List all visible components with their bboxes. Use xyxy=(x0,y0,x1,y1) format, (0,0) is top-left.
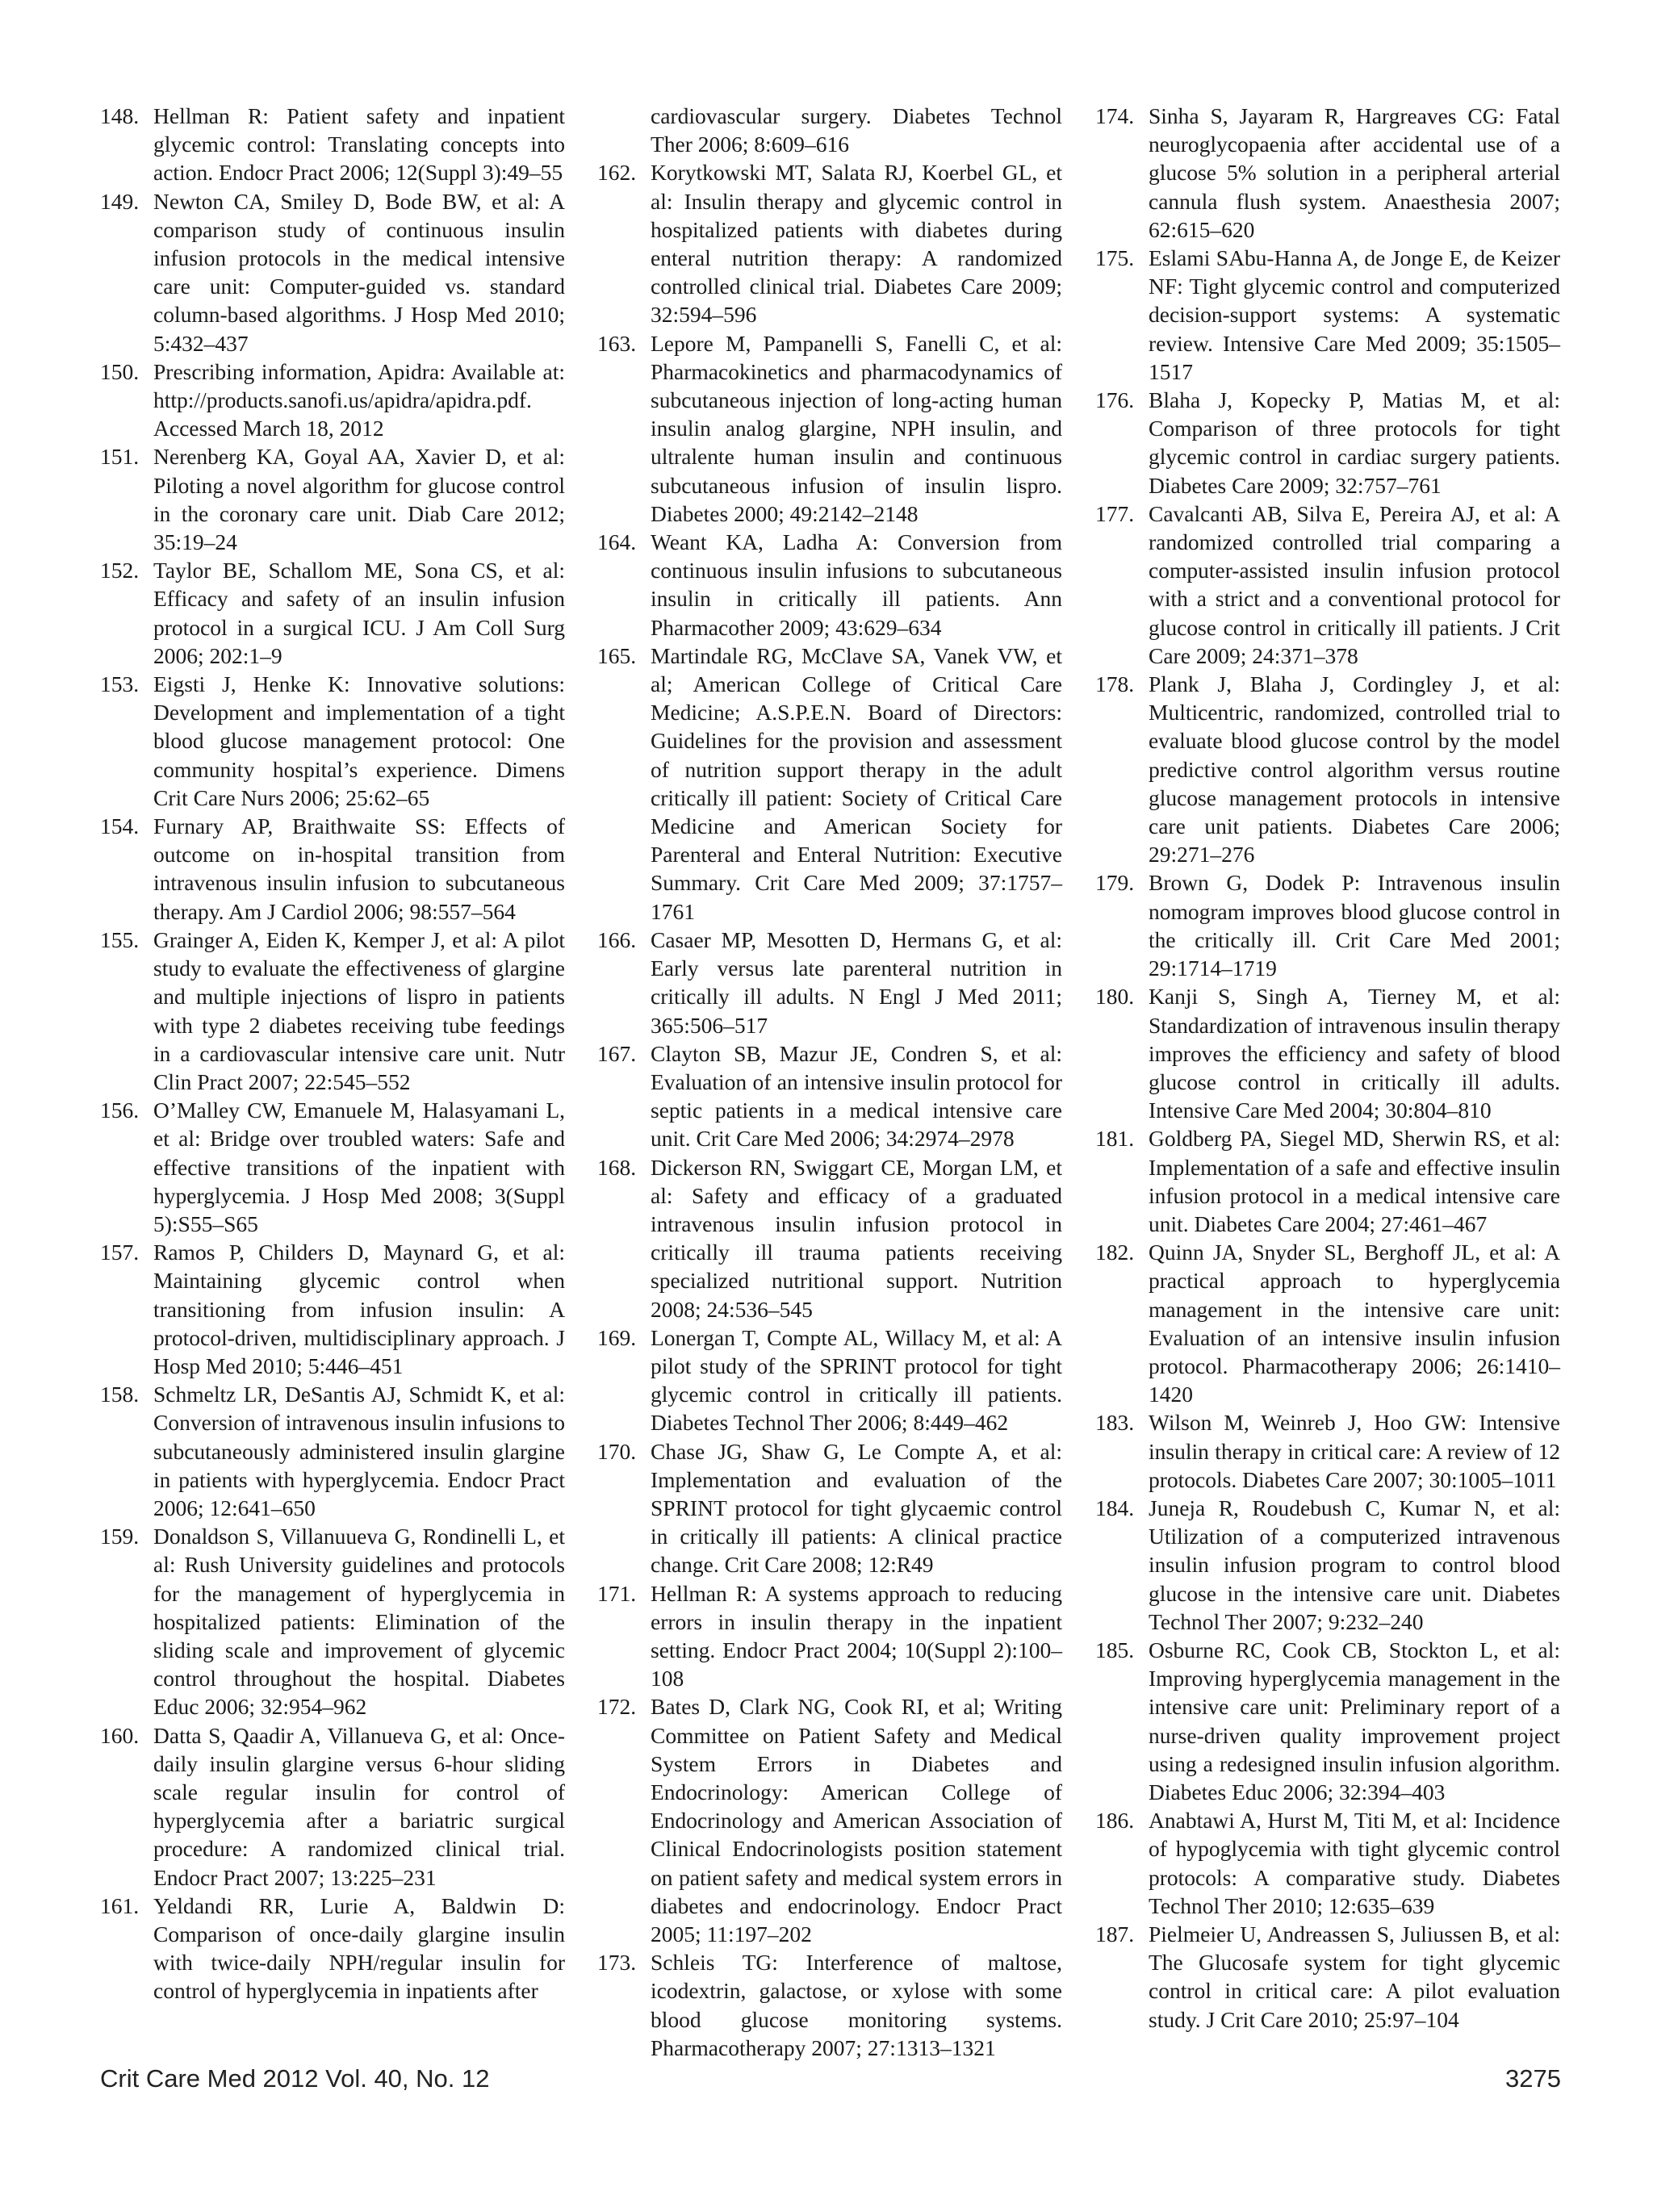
reference-entry xyxy=(597,1153,1062,1323)
reference-text: Furnary AP, Braithwaite SS: Effects of outcome on in-hospital transition from intravenous insulin infusion to subcutaneous therapy. Am J Cardiol 2006; 98:557–564 xyxy=(153,813,565,924)
reference-text: Schmeltz LR, DeSantis AJ, Schmidt K, et al: Conversion of intravenous insulin infusions to subcutaneously administered insulin glargine in patients with hyperglycemia. Endocr Pract 2006; 12:641–650 xyxy=(153,1382,565,1520)
reference-text: cardiovascular surgery. Diabetes Technol Ther 2006; 8:609–616 xyxy=(651,103,1062,157)
footer-page-number: 3275 xyxy=(1505,2064,1561,2093)
reference-text: Datta S, Qaadir A, Villanueva G, et al: Once-daily insulin glargine versus 6-hour sliding scale regular insulin for control of hyperglycemia after a bariatric surgical procedure: A randomized clinical trial. Endocr Pract 2007; 13:225–231 xyxy=(153,1722,565,1890)
reference-text: Juneja R, Roudebush C, Kumar N, et al: Utilization of a computerized intravenous insulin infusion program to control blood glucose in the intensive care unit. Diabetes Technol Ther 2007; 9:232–240 xyxy=(1149,1495,1560,1634)
reference-number: 187. xyxy=(1095,1921,1135,1946)
reference-number: 152. xyxy=(100,558,140,583)
reference-number: 185. xyxy=(1095,1637,1135,1662)
reference-number: 177. xyxy=(1095,500,1135,526)
reference-entry xyxy=(597,1437,1062,1579)
reference-entry xyxy=(1095,1238,1560,1408)
reference-text: Casaer MP, Mesotten D, Hermans G, et al: Early versus late parenteral nutrition in critically ill adults. N Engl J Med 2011; 365:506–517 xyxy=(651,926,1062,1038)
reference-entry xyxy=(100,926,565,1096)
reference-column-1 xyxy=(100,102,565,2005)
reference-number: 176. xyxy=(1095,387,1135,413)
reference-text: Osburne RC, Cook CB, Stockton L, et al: Improving hyperglycemia management in the intensive care unit: Preliminary report of a nurse-driven quality improvement project using a redesigned insulin infusion algorithm. Diabetes Educ 2006; 32:394–403 xyxy=(1149,1637,1560,1804)
reference-entry xyxy=(100,187,565,358)
reference-text: Korytkowski MT, Salata RJ, Koerbel GL, et al: Insulin therapy and glycemic control in hospitalized patients with diabetes during enteral nutrition therapy: A randomized controlled clinical trial. Diabetes Care 2009; 32:594–596 xyxy=(651,160,1062,328)
reference-entry xyxy=(597,1948,1062,2062)
reference-entry xyxy=(1095,1124,1560,1238)
reference-text: Yeldandi RR, Lurie A, Baldwin D: Comparison of once-daily glargine insulin with twice-daily NPH/regular insulin for control of hyperglycemia in inpatients after xyxy=(153,1892,565,2004)
reference-number: 167. xyxy=(597,1040,637,1066)
reference-entry xyxy=(1095,868,1560,982)
reference-number: 186. xyxy=(1095,1808,1135,1834)
reference-text: Clayton SB, Mazur JE, Condren S, et al: Evaluation of an intensive insulin protocol for septic patients in a medical intensive care unit. Crit Care Med 2006; 34:2974–2978 xyxy=(651,1040,1062,1152)
reference-text: Bates D, Clark NG, Cook RI, et al; Writing Committee on Patient Safety and Medical System Errors in Diabetes and Endocrinology: American College of Endocrinology and American Association of Clinical Endocrinologists position statement on patient safety and medical system errors in diabetes and endocrinology. Endocr Pract 2005; 11:197–202 xyxy=(651,1694,1062,1946)
reference-entry xyxy=(100,358,565,443)
reference-number: 183. xyxy=(1095,1410,1135,1436)
reference-number: 166. xyxy=(597,926,637,952)
reference-text: Lonergan T, Compte AL, Willacy M, et al: A pilot study of the SPRINT protocol for tight glycemic control in critically ill patients. Diabetes Technol Ther 2006; 8:449–462 xyxy=(651,1324,1062,1436)
reference-text: Donaldson S, Villanuueva G, Rondinelli L, et al: Rush University guidelines and protocols for the management of hyperglycemia in hospitalized patients: Elimination of the sliding scale and improvement of glycemic control throughout the hospital. Diabetes Educ 2006; 32:954–962 xyxy=(153,1524,565,1720)
reference-number: 175. xyxy=(1095,245,1135,271)
reference-number: 148. xyxy=(100,103,140,128)
reference-entry xyxy=(597,102,1062,158)
reference-number: 168. xyxy=(597,1154,637,1180)
reference-number: 156. xyxy=(100,1098,140,1123)
reference-entry xyxy=(1095,1806,1560,1920)
reference-entry xyxy=(597,642,1062,926)
reference-text: Ramos P, Childers D, Maynard G, et al: Maintaining glycemic control when transitioning from infusion insulin: A protocol-driven, multidisciplinary approach. J Hosp Med 2010; 5:446–451 xyxy=(153,1240,565,1378)
reference-entry xyxy=(100,1096,565,1238)
reference-text: Eslami SAbu-Hanna A, de Jonge E, de Keizer NF: Tight glycemic control and computerized decision-support systems: A systematic review. Intensive Care Med 2009; 35:1505–1517 xyxy=(1149,245,1560,384)
reference-text: Sinha S, Jayaram R, Hargreaves CG: Fatal neuroglycopaenia after accidental use of a glucose 5% solution in a peripheral arterial cannula flush system. Anaesthesia 2007; 62:615–620 xyxy=(1149,103,1560,242)
reference-text: Eigsti J, Henke K: Innovative solutions: Development and implementation of a tight blood glucose management protocol: One community hospital’s experience. Dimens Crit Care Nurs 2006; 25:62–65 xyxy=(153,671,565,810)
reference-number: 150. xyxy=(100,358,140,384)
reference-number: 157. xyxy=(100,1240,140,1265)
reference-number: 161. xyxy=(100,1892,140,1918)
reference-number: 179. xyxy=(1095,870,1135,896)
reference-entry xyxy=(597,528,1062,642)
reference-text: Chase JG, Shaw G, Le Compte A, et al: Implementation and evaluation of the SPRINT protocol for tight glycaemic control in critically ill patients: A clinical practice change. Crit Care 2008; 12:R49 xyxy=(651,1438,1062,1578)
reference-column-2 xyxy=(597,102,1062,2062)
reference-text: Blaha J, Kopecky P, Matias M, et al: Comparison of three protocols for tight glycemic control in cardiac surgery patients. Diabetes Care 2009; 32:757–761 xyxy=(1149,387,1560,498)
reference-number: 170. xyxy=(597,1438,637,1464)
reference-number: 162. xyxy=(597,160,637,186)
reference-column-3 xyxy=(1095,102,1560,2034)
reference-entry xyxy=(1095,1408,1560,1494)
reference-text: Schleis TG: Interference of maltose, icodextrin, galactose, or xylose with some blood glucose monitoring systems. Pharmacotherapy 2007; 27:1313–1321 xyxy=(651,1950,1062,2060)
footer-journal-citation: Crit Care Med 2012 Vol. 40, No. 12 xyxy=(100,2064,490,2093)
reference-entry xyxy=(100,1522,565,1721)
reference-entry xyxy=(100,442,565,556)
reference-entry xyxy=(100,556,565,670)
reference-number: 160. xyxy=(100,1722,140,1748)
reference-text: Quinn JA, Snyder SL, Berghoff JL, et al: A practical approach to hyperglycemia management in the intensive care unit: Evaluation of an intensive insulin infusion protocol. Pharmacotherapy 2006; 26:1410–1420 xyxy=(1149,1240,1560,1407)
reference-text: Prescribing information, Apidra: Available at: http://products.sanofi.us/apidra/apidra.pdf. Accessed March 18, 2012 xyxy=(153,358,565,441)
reference-entry xyxy=(100,1721,565,1892)
reference-entry xyxy=(100,670,565,812)
reference-entry xyxy=(1095,982,1560,1124)
reference-entry xyxy=(1095,102,1560,244)
reference-number: 149. xyxy=(100,188,140,214)
reference-text: Martindale RG, McClave SA, Vanek VW, et al; American College of Critical Care Medicine; A.S.P.E.N. Board of Directors: Guidelines for the provision and assessment of nutrition support therapy in the adult critically ill patient: Society of Critical Care Medicine and American Society for Parenteral and Enteral Nutrition: Executive Summary. Crit Care Med 2009; 37:1757–1761 xyxy=(651,642,1062,924)
reference-number: 180. xyxy=(1095,984,1135,1010)
reference-entry xyxy=(597,329,1062,528)
reference-number: 174. xyxy=(1095,103,1135,128)
reference-text: Brown G, Dodek P: Intravenous insulin nomogram improves blood glucose control in the critically ill. Crit Care Med 2001; 29:1714–1719 xyxy=(1149,870,1560,981)
reference-number: 151. xyxy=(100,444,140,470)
reference-entry xyxy=(1095,386,1560,500)
reference-number: 184. xyxy=(1095,1495,1135,1520)
reference-text: Cavalcanti AB, Silva E, Pereira AJ, et al: A randomized controlled trial comparing a computer-assisted insulin infusion protocol with a strict and a conventional protocol for glucose control in critically ill patients. J Crit Care 2009; 24:371–378 xyxy=(1149,500,1560,668)
reference-text: Weant KA, Ladha A: Conversion from continuous insulin infusions to subcutaneous insulin in critically ill patients. Ann Pharmacother 2009; 43:629–634 xyxy=(651,529,1062,640)
reference-entry xyxy=(100,812,565,926)
reference-text: Dickerson RN, Swiggart CE, Morgan LM, et al: Safety and efficacy of a graduated intravenous insulin infusion protocol in critically ill trauma patients receiving specialized nutritional support. Nutrition 2008; 24:536–545 xyxy=(651,1154,1062,1322)
reference-number: 153. xyxy=(100,671,140,697)
reference-entry xyxy=(100,1380,565,1522)
reference-entry xyxy=(1095,1494,1560,1636)
reference-text: Newton CA, Smiley D, Bode BW, et al: A comparison study of continuous insulin infusion protocols in the medical intensive care unit: Computer-guided vs. standard column-based algorithms. J Hosp Med 2010; 5:432–437 xyxy=(153,188,565,356)
reference-text: Kanji S, Singh A, Tierney M, et al: Standardization of intravenous insulin therapy improves the efficiency and safety of blood glucose control in critically ill adults. Intensive Care Med 2004; 30:804–810 xyxy=(1149,984,1560,1123)
reference-entry xyxy=(597,1323,1062,1437)
reference-text: Grainger A, Eiden K, Kemper J, et al: A pilot study to evaluate the effectiveness of glargine and multiple injections of lispro in patients with type 2 diabetes receiving tube feedings in a cardiovascular intensive care unit. Nutr Clin Pract 2007; 22:545–552 xyxy=(153,926,565,1094)
reference-text: Hellman R: A systems approach to reducing errors in insulin therapy in the inpatient setting. Endocr Pract 2004; 10(Suppl 2):100–108 xyxy=(651,1580,1062,1691)
reference-number: 164. xyxy=(597,529,637,555)
reference-text: Anabtawi A, Hurst M, Titi M, et al: Incidence of hypoglycemia with tight glycemic control protocols: A comparative study. Diabetes Technol Ther 2010; 12:635–639 xyxy=(1149,1808,1560,1918)
reference-number: 165. xyxy=(597,642,637,668)
reference-text: Plank J, Blaha J, Cordingley J, et al: Multicentric, randomized, controlled trial to evaluate blood glucose control by the model predictive control algorithm versus routine glucose management protocols in intensive care unit patients. Diabetes Care 2006; 29:271–276 xyxy=(1149,671,1560,868)
reference-number: 158. xyxy=(100,1382,140,1407)
reference-text: Wilson M, Weinreb J, Hoo GW: Intensive insulin therapy in critical care: A review of 12 protocols. Diabetes Care 2007; 30:1005–1011 xyxy=(1149,1410,1560,1492)
reference-number: 163. xyxy=(597,330,637,356)
reference-entry xyxy=(597,1692,1062,1948)
reference-entry xyxy=(1095,1920,1560,2034)
reference-entry xyxy=(597,1579,1062,1693)
reference-text: O’Malley CW, Emanuele M, Halasyamani L, et al: Bridge over troubled waters: Safe and effective transitions of the inpatient with hyperglycemia. J Hosp Med 2008; 3(Suppl 5):S55–S65 xyxy=(153,1098,565,1236)
reference-number: 155. xyxy=(100,926,140,952)
reference-number: 178. xyxy=(1095,671,1135,697)
reference-entry xyxy=(1095,1636,1560,1806)
reference-number: 173. xyxy=(597,1950,637,1976)
reference-entry xyxy=(1095,670,1560,868)
reference-entry xyxy=(597,158,1062,328)
reference-entry xyxy=(100,1238,565,1380)
reference-number: 182. xyxy=(1095,1240,1135,1265)
reference-number: 169. xyxy=(597,1324,637,1350)
reference-text: Taylor BE, Schallom ME, Sona CS, et al: Efficacy and safety of an insulin infusion protocol in a surgical ICU. J Am Coll Surg 2006; 202:1–9 xyxy=(153,558,565,668)
reference-text: Goldberg PA, Siegel MD, Sherwin RS, et al: Implementation of a safe and effective insulin infusion protocol in a medical intensive care unit. Diabetes Care 2004; 27:461–467 xyxy=(1149,1126,1560,1236)
reference-number: 172. xyxy=(597,1694,637,1720)
reference-number: 181. xyxy=(1095,1126,1135,1152)
reference-number: 171. xyxy=(597,1580,637,1606)
reference-entry xyxy=(597,926,1062,1039)
reference-text: Pielmeier U, Andreassen S, Juliussen B, et al: The Glucosafe system for tight glycemic control in critical care: A pilot evaluation study. J Crit Care 2010; 25:97–104 xyxy=(1149,1921,1560,2032)
reference-entry xyxy=(597,1039,1062,1153)
reference-entry xyxy=(1095,244,1560,386)
reference-number: 154. xyxy=(100,813,140,839)
reference-number: 159. xyxy=(100,1524,140,1549)
reference-entry xyxy=(100,102,565,187)
reference-entry xyxy=(100,1892,565,2005)
reference-text: Lepore M, Pampanelli S, Fanelli C, et al: Pharmacokinetics and pharmacodynamics of subcutaneous injection of long-acting human insulin analog glargine, NPH insulin, and ultralente human insulin and continuous subcutaneous infusion of insulin lispro. Diabetes 2000; 49:2142–2148 xyxy=(651,330,1062,526)
reference-text: Nerenberg KA, Goyal AA, Xavier D, et al: Piloting a novel algorithm for glucose control in the coronary care unit. Diab Care 2012; 35:19–24 xyxy=(153,444,565,555)
reference-text: Hellman R: Patient safety and inpatient glycemic control: Translating concepts into action. Endocr Pract 2006; 12(Suppl 3):49–55 xyxy=(153,103,565,186)
reference-entry xyxy=(1095,500,1560,670)
